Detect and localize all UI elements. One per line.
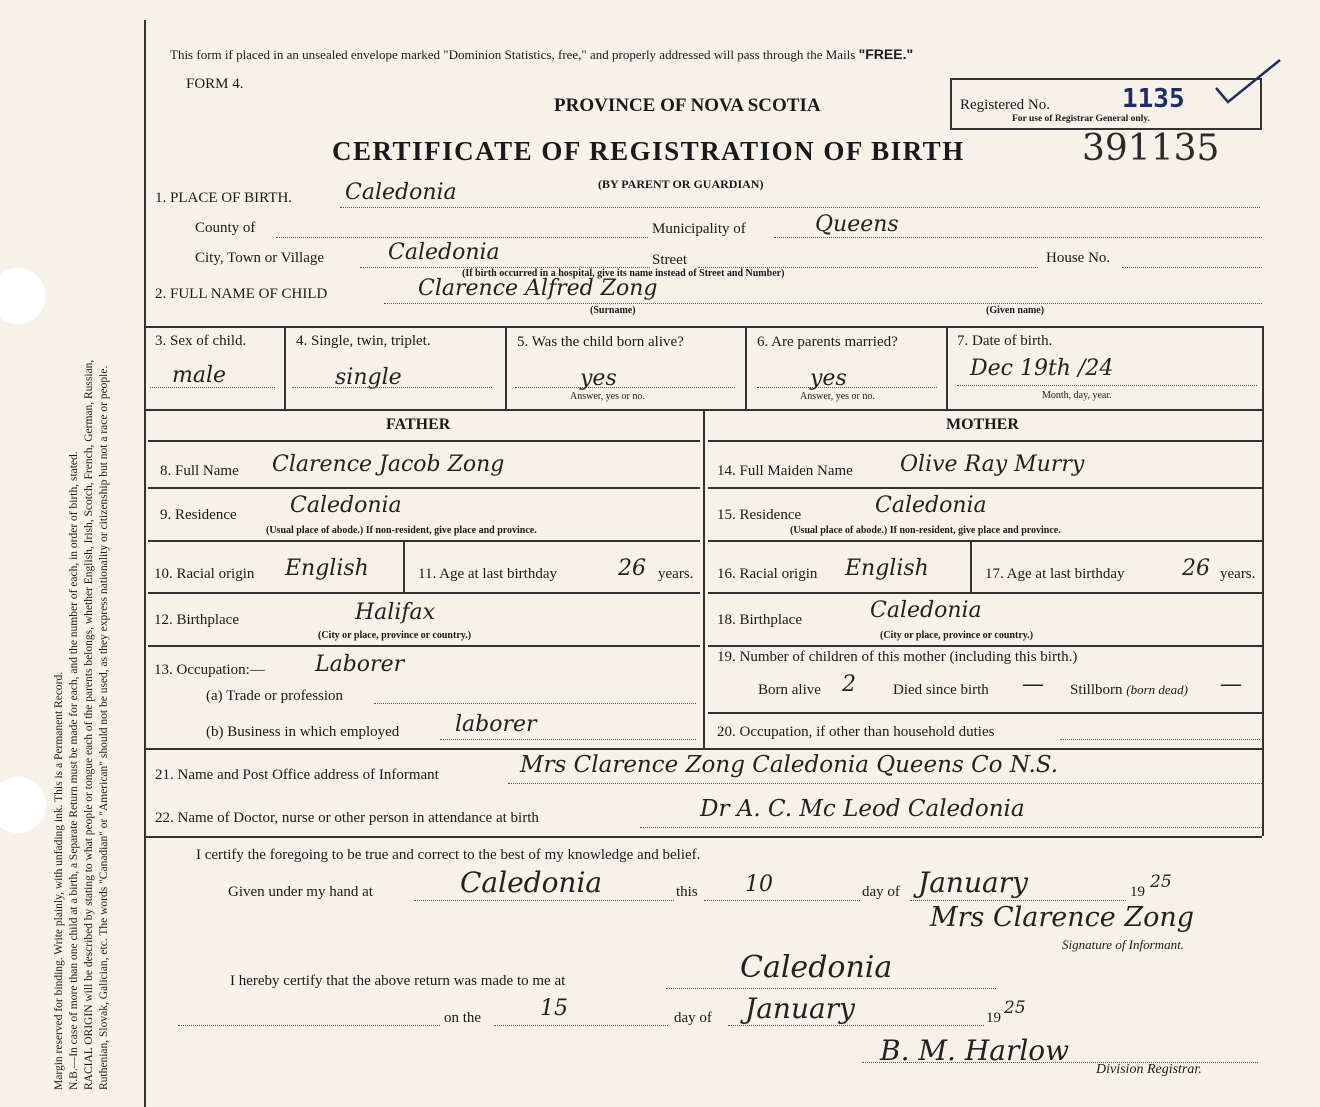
doctor-label: 22. Name of Doctor, nurse or other person in attendance at birth — [155, 810, 539, 826]
informant-label: 21. Name and Post Office address of Informant — [155, 767, 439, 783]
registrar-signature: B. M. Harlow — [880, 1034, 1070, 1067]
registrar-lead-line — [178, 1025, 440, 1026]
punch-hole-bottom — [0, 777, 46, 833]
registrar-day-value: 15 — [540, 996, 568, 1021]
place-of-birth-value: Caledonia — [345, 180, 457, 205]
informant-value: Mrs Clarence Zong Caledonia Queens Co N.S. — [520, 752, 1059, 778]
child-name-value: Clarence Alfred Zong — [418, 276, 658, 301]
father-trade-line — [374, 703, 696, 704]
father-age-unit: years. — [658, 566, 694, 582]
father-occupation-value: Laborer — [315, 652, 405, 677]
row3-top-border — [144, 326, 1262, 328]
headers-bottom-border — [148, 440, 700, 442]
row3-divider-2 — [505, 326, 507, 409]
father-age-label: 11. Age at last birthday — [418, 566, 557, 582]
stillborn-label — [1070, 682, 1188, 699]
registrar-month-value: January — [745, 992, 855, 1025]
given-day-line — [704, 900, 860, 901]
stillborn-label-text: Stillborn — [1070, 682, 1123, 698]
check-mark-icon — [1214, 58, 1284, 113]
margin-line-3: RACIAL ORIGIN will be described by stating to what people or tongue each of the parents belongs, whether English, Irish, Scotch, French, German, Russian, — [83, 359, 95, 1090]
mother-children-label: 19. Number of children of this mother (including this birth.) — [717, 649, 1078, 665]
mail-notice-free: "FREE." — [858, 46, 914, 62]
municipality-label: Municipality of — [652, 221, 746, 237]
born-alive-count-label: Born alive — [758, 682, 821, 698]
city-value: Caledonia — [388, 240, 500, 265]
municipality-line — [774, 237, 1262, 238]
mother-header: MOTHER — [946, 416, 1019, 433]
informant-signature: Mrs Clarence Zong — [930, 902, 1195, 933]
certificate-title: CERTIFICATE OF REGISTRATION OF BIRTH — [332, 136, 965, 166]
mother-occupation-line — [1060, 739, 1260, 740]
date-of-birth-line — [957, 385, 1257, 386]
row3-divider-3 — [745, 326, 747, 409]
sex-line — [150, 387, 275, 388]
died-since-birth-label: Died since birth — [893, 682, 989, 698]
father-trade-label: (a) Trade or profession — [206, 688, 344, 704]
father-name-border — [148, 487, 700, 489]
given-under-label: Given under my hand at — [228, 884, 373, 900]
mother-name-label: 14. Full Maiden Name — [717, 463, 853, 479]
registrar-day-of-label: day of — [674, 1010, 712, 1026]
mother-birthplace-note: (City or place, province or country.) — [880, 630, 1034, 641]
born-alive-value: yes — [580, 366, 617, 391]
mother-racial-divider — [970, 540, 972, 592]
given-place-value: Caledonia — [460, 866, 603, 899]
mother-name-border — [708, 487, 1262, 489]
registrar-month-line — [728, 1025, 984, 1026]
this-label: this — [676, 884, 698, 900]
parents-bottom-border — [144, 748, 1262, 750]
father-racial-value: English — [285, 556, 369, 581]
margin-instructions — [52, 30, 112, 1090]
parents-married-label: 6. Are parents married? — [757, 334, 898, 350]
mail-notice-text: This form if placed in an unsealed envelope marked "Dominion Statistics, free," and properly addressed will pass through the Mails — [170, 47, 856, 62]
father-business-label: (b) Business in which employed — [206, 724, 400, 740]
row3-divider-4 — [946, 326, 948, 409]
mother-residence-note: (Usual place of abode.) If non-resident, give place and province. — [790, 525, 1061, 536]
mother-occupation-label: 20. Occupation, if other than household duties — [717, 724, 995, 740]
center-divider — [703, 409, 705, 749]
mother-age-label: 17. Age at last birthday — [985, 566, 1125, 582]
province-heading: PROVINCE OF NOVA SCOTIA — [554, 95, 821, 116]
margin-line-2: N.B.—In case of more than one child at a birth, a Separate Return must be made for each, and the number of each, in order of birth, stated. — [68, 451, 80, 1090]
given-place-line — [414, 900, 674, 901]
mother-residence-label: 15. Residence — [717, 507, 802, 523]
mother-racial-border — [708, 592, 1262, 594]
born-alive-label: 5. Was the child born alive? — [517, 334, 684, 350]
place-of-birth-label: 1. PLACE OF BIRTH. — [155, 190, 293, 206]
stillborn-value: — — [1220, 672, 1242, 697]
single-value: single — [335, 365, 402, 390]
father-age-value: 26 — [618, 556, 646, 581]
mother-residence-value: Caledonia — [875, 493, 987, 518]
mother-children-border — [708, 712, 1262, 714]
father-birthplace-label: 12. Birthplace — [154, 612, 239, 628]
mother-birthplace-label: 18. Birthplace — [717, 612, 802, 628]
father-birthplace-value: Halifax — [355, 600, 436, 625]
city-label: City, Town or Village — [195, 250, 325, 266]
given-year-prefix: 19 — [1130, 884, 1145, 900]
father-name-label: 8. Full Name — [160, 463, 239, 479]
mother-age-unit: years. — [1220, 566, 1256, 582]
father-racial-label: 10. Racial origin — [154, 566, 255, 582]
father-racial-border — [148, 592, 700, 594]
mother-racial-value: English — [845, 556, 929, 581]
died-since-birth-value: — — [1022, 672, 1044, 697]
punch-hole-top — [0, 268, 46, 324]
date-of-birth-note: Month, day, year. — [1042, 390, 1112, 401]
margin-line-1: Margin reserved for binding. Write plainly, with unfading ink. This is a Permanent Record. — [53, 671, 65, 1090]
registrar-title: Division Registrar. — [1096, 1062, 1202, 1077]
child-name-label: 2. FULL NAME OF CHILD — [155, 286, 328, 302]
mother-age-value: 26 — [1182, 556, 1210, 581]
father-residence-border — [148, 540, 700, 542]
born-alive-count-value: 2 — [842, 672, 856, 697]
mother-racial-label: 16. Racial origin — [717, 566, 818, 582]
father-birthplace-border — [148, 645, 700, 647]
municipality-value: Queens — [815, 212, 899, 237]
mail-notice — [170, 46, 913, 63]
county-line — [276, 237, 648, 238]
father-residence-note: (Usual place of abode.) If non-resident, give place and province. — [266, 525, 537, 536]
child-name-line — [384, 303, 1262, 304]
house-no-label: House No. — [1046, 250, 1111, 266]
registered-note: For use of Registrar General only. — [1012, 114, 1150, 124]
father-residence-label: 9. Residence — [160, 507, 237, 523]
born-alive-line — [515, 387, 735, 388]
given-day-of-label: day of — [862, 884, 900, 900]
parents-married-line — [757, 387, 937, 388]
father-residence-value: Caledonia — [290, 493, 402, 518]
informant-line — [508, 783, 1262, 784]
street-label: Street — [652, 252, 687, 268]
right-border — [1262, 326, 1264, 836]
doctor-line — [640, 827, 1262, 828]
registrar-statement: I hereby certify that the above return was made to me at — [230, 973, 566, 989]
given-month-line — [910, 900, 1126, 901]
registrar-year-prefix: 19 — [986, 1010, 1001, 1026]
given-name-note: (Given name) — [986, 305, 1045, 316]
single-label: 4. Single, twin, triplet. — [296, 333, 431, 349]
doctor-bottom-border — [144, 836, 1262, 838]
informant-signature-label: Signature of Informant. — [1062, 937, 1184, 952]
sex-label: 3. Sex of child. — [155, 333, 247, 349]
headers-bottom-border-right — [708, 440, 1262, 442]
parents-married-note: Answer, yes or no. — [800, 391, 875, 402]
certify-statement: I certify the foregoing to be true and correct to the best of my knowledge and belief. — [196, 847, 701, 863]
registered-number: 1135 — [1122, 84, 1185, 114]
certificate-subtitle: (BY PARENT OR GUARDIAN) — [598, 177, 764, 191]
given-year-value: 25 — [1150, 872, 1172, 892]
registrar-place-line — [666, 988, 996, 989]
title-handwritten-number: 391135 — [1082, 128, 1220, 169]
father-racial-divider — [403, 540, 405, 592]
left-border — [144, 20, 146, 1107]
place-of-birth-line — [340, 207, 1260, 208]
parents-married-value: yes — [810, 366, 847, 391]
father-business-value: laborer — [455, 712, 537, 737]
mother-birthplace-value: Caledonia — [870, 598, 982, 623]
single-line — [292, 387, 492, 388]
born-alive-note: Answer, yes or no. — [570, 391, 645, 402]
row3-divider-1 — [284, 326, 286, 409]
registered-box — [950, 78, 1262, 130]
given-month-value: January — [918, 866, 1028, 899]
date-of-birth-value: Dec 19th /24 — [970, 356, 1114, 381]
on-the-label: on the — [444, 1010, 482, 1026]
doctor-value: Dr A. C. Mc Leod Caledonia — [700, 796, 1025, 822]
father-birthplace-note: (City or place, province or country.) — [318, 630, 472, 641]
father-name-value: Clarence Jacob Zong — [272, 452, 505, 477]
house-no-line — [1122, 267, 1262, 268]
mother-residence-border — [708, 540, 1262, 542]
mother-birthplace-border — [708, 645, 1262, 647]
mother-name-value: Olive Ray Murry — [900, 452, 1085, 477]
hospital-note: (If birth occurred in a hospital, give its name instead of Street and Number) — [462, 268, 785, 279]
form-number: FORM 4. — [186, 76, 244, 92]
father-header: FATHER — [386, 416, 451, 433]
father-occupation-label: 13. Occupation:— — [154, 662, 265, 678]
sex-value: male — [172, 363, 227, 388]
registered-label: Registered No. — [960, 97, 1050, 113]
registrar-year-value: 25 — [1004, 998, 1026, 1018]
date-of-birth-label: 7. Date of birth. — [957, 333, 1053, 349]
given-day-value: 10 — [745, 872, 773, 897]
stillborn-note: (born dead) — [1126, 682, 1189, 697]
registrar-place-value: Caledonia — [740, 950, 893, 985]
margin-line-4: Ruthenian, Slovak, Galician, etc. The words "Canadian" or "American" should not be used, as they express nationality or citizenship but not a race or people. — [98, 365, 110, 1090]
father-business-line — [440, 739, 696, 740]
surname-note: (Surname) — [590, 305, 636, 316]
registrar-day-line — [494, 1025, 668, 1026]
county-label: County of — [195, 220, 256, 236]
